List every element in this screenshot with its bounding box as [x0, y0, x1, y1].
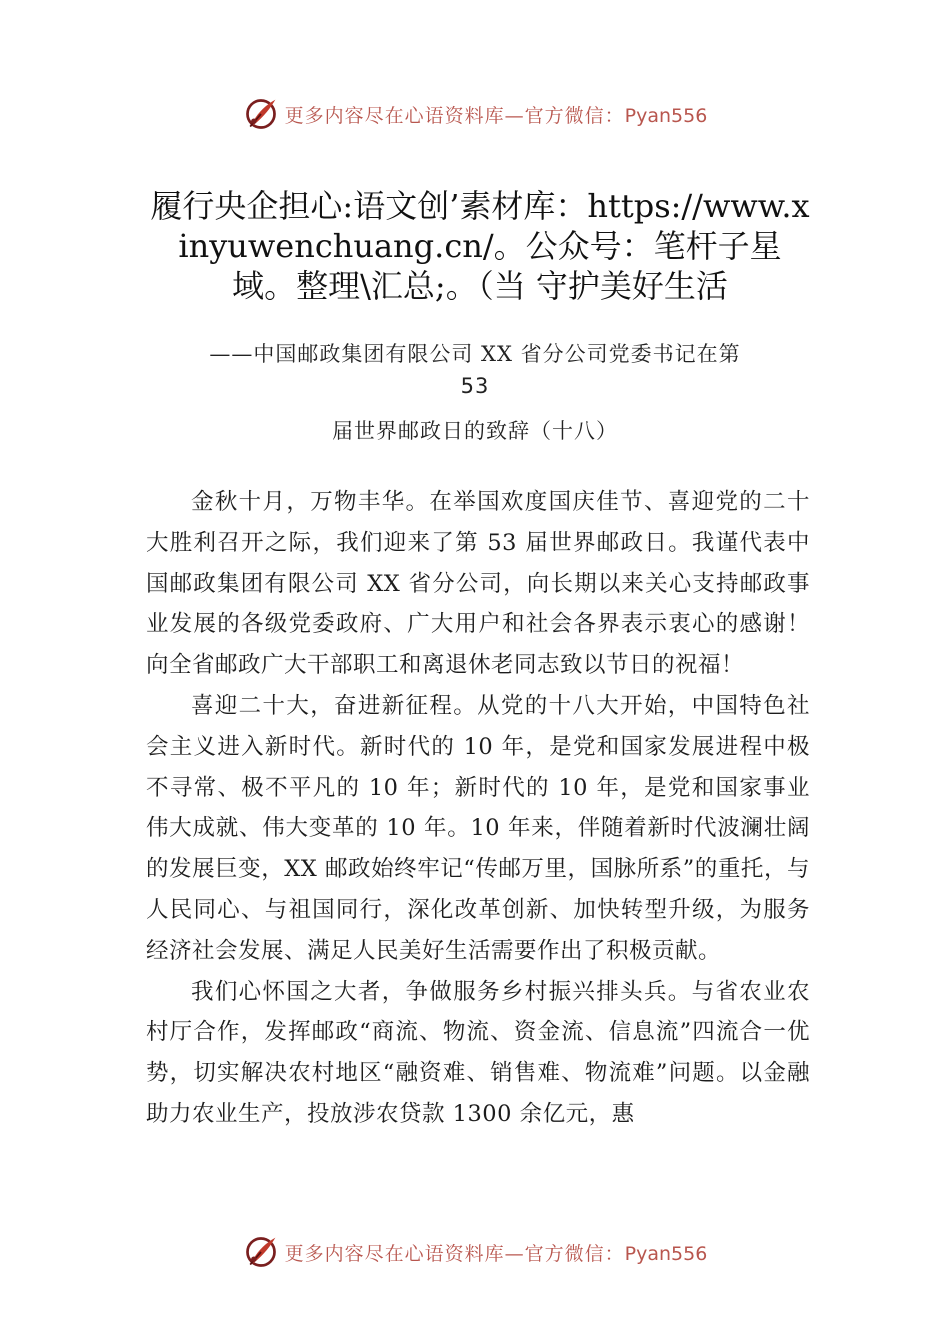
subtitle-number: 53 — [460, 374, 490, 398]
footer-banner-text: 更多内容尽在心语资料库—官方微信：Pyan556 — [284, 1242, 708, 1265]
paragraph: 我们心怀国之大者，争做服务乡村振兴排头兵。与省农业农村厅合作，发挥邮政“商流、物流、资金流、信息流”四流合一优势，切实解决农村地区“融资难、销售难、物流难”问题。以金融助力农业生产，投放涉农贷款 1300 余亿元，惠 — [146, 978, 810, 1127]
footer-wechat-handle: Pyan556 — [624, 1242, 708, 1265]
document-body — [146, 482, 810, 1135]
document-title: 履行央企担心:语文创’素材库：https://www.xinyuwenchuang.cn/。公众号：笔杆子星域。整理\汇总;。（当 守护美好生活 — [150, 187, 810, 305]
paragraph: 金秋十月，万物丰华。在举国欢度国庆佳节、喜迎党的二十大胜利召开之际，我们迎来了第 53 届世界邮政日。我谨代表中国邮政集团有限公司 XX 省分公司，向长期以来关心支持邮政事业发展的各级党委政府、广大用户和社会各界表示衷心的感谢！向全省邮政广大干部职工和离退休老同志致以节日的祝福！ — [146, 489, 810, 679]
header-wechat-handle: Pyan556 — [624, 104, 708, 127]
footer-banner — [0, 1230, 950, 1274]
quill-pen-logo-icon — [243, 1234, 279, 1270]
document-subtitle — [160, 338, 790, 402]
header-banner — [0, 92, 950, 136]
subtitle-line2: 届世界邮政日的致辞（十八） — [332, 419, 618, 443]
quill-pen-logo-icon — [243, 96, 279, 132]
paragraph: 喜迎二十大，奋进新征程。从党的十八大开始，中国特色社会主义进入新时代。新时代的 10 年，是党和国家发展进程中极不寻常、极不平凡的 10 年；新时代的 10 年，是党和国家事业伟大成就、伟大变革的 10 年。10 年来，伴随着新时代波澜壮阔的发展巨变，XX 邮政始终牢记“传邮万里，国脉所系”的重托，与人民同心、与祖国同行，深化改革创新、加快转型升级，为服务经济社会发展、满足人民美好生活需要作出了积极贡献。 — [146, 692, 810, 964]
header-banner-text: 更多内容尽在心语资料库—官方微信：Pyan556 — [284, 104, 708, 127]
subtitle-line1: ——中国邮政集团有限公司 XX 省分公司党委书记在第 — [209, 342, 741, 366]
